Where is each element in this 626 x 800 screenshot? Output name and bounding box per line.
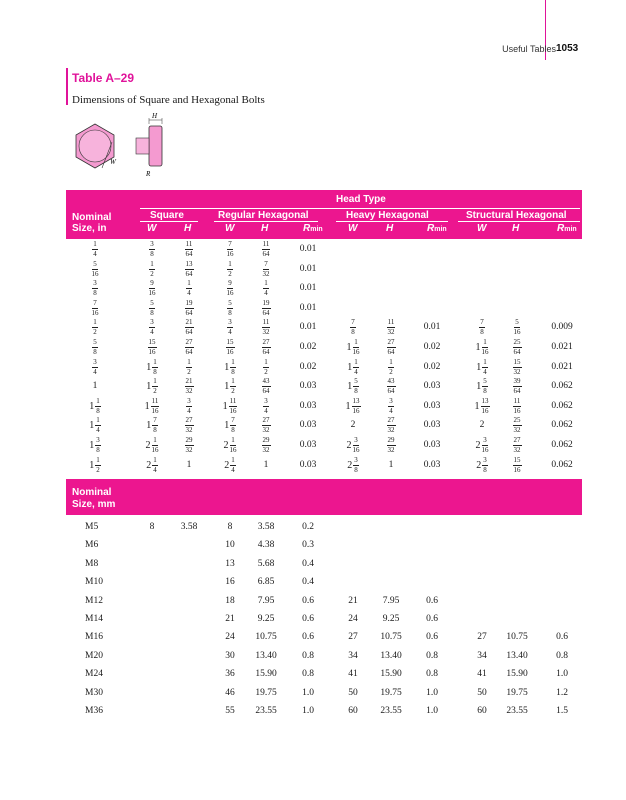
table-cell: 34 [477, 650, 487, 661]
table-cell: 41 [477, 669, 487, 680]
table-cell: 0.03 [423, 400, 441, 411]
table-cell: 9.25 [257, 614, 275, 624]
table-cell: 1.2 [556, 687, 568, 698]
table-cell: 0.01 [299, 263, 317, 274]
figure-label-w: W [110, 158, 116, 166]
table-cell: 0.03 [299, 381, 317, 392]
table-cell: $\frac{9}{16}$ [148, 279, 156, 298]
column-header: H [386, 223, 394, 234]
table-cell: $\frac{15}{32}$ [513, 357, 521, 376]
group-rule [458, 221, 580, 222]
table-cell: 1 $\frac{7}{8}$ [146, 416, 157, 435]
table-cell: 1 $\frac{1}{4}$ [347, 357, 358, 376]
table-cell: 1.0 [302, 706, 314, 716]
table-cell: 0.062 [551, 440, 573, 450]
table-cell: $\frac{15}{16}$ [226, 338, 234, 356]
table-cell: 0.6 [426, 595, 438, 606]
table-cell: $\frac{7}{16}$ [226, 240, 234, 258]
column-header: W [147, 223, 157, 234]
table-cell: $\frac{1}{4}$ [264, 279, 268, 298]
table-cell: 55 [225, 706, 235, 716]
table-cell: 8 [227, 522, 233, 532]
table-cell: 0.02 [299, 361, 317, 372]
table-cell: 0.4 [302, 577, 314, 588]
table-cell: $\frac{27}{64}$ [387, 338, 395, 356]
table-cell: 0.8 [426, 650, 438, 661]
table-cell: 15.90 [255, 669, 277, 680]
table-cell: 3.58 [257, 522, 275, 532]
table-cell: 0.03 [299, 440, 317, 450]
table-cell: 13 [225, 558, 235, 569]
table-title: Table A–29 [72, 71, 135, 85]
table-cell: 0.01 [299, 244, 317, 254]
metric-header-band [66, 479, 582, 515]
table-cell: 0.6 [302, 595, 314, 606]
table-cell: M14 [85, 614, 103, 624]
table-cell: 1 $\frac{11}{16}$ [144, 396, 159, 415]
bolt-figure [66, 112, 176, 182]
table-cell: $\frac{29}{32}$ [262, 436, 270, 454]
group-heavy-hex: Heavy Hexagonal [346, 210, 429, 221]
table-cell: 1.0 [302, 687, 314, 698]
table-cell: $\frac{11}{64}$ [185, 240, 193, 258]
table-cell: $\frac{19}{64}$ [262, 298, 270, 317]
table-cell: 1 $\frac{1}{2}$ [146, 377, 157, 396]
table-cell: 2 [479, 420, 485, 431]
table-cell: 1 $\frac{1}{2}$ [224, 377, 235, 396]
table-cell: M16 [85, 632, 103, 643]
table-cell: $\frac{15}{16}$ [148, 338, 156, 356]
table-cell: $\frac{3}{4}$ [93, 357, 97, 376]
table-cell: 0.8 [302, 650, 314, 661]
table-cell: 0.062 [551, 420, 573, 431]
table-cell: 0.01 [299, 283, 317, 294]
figure-label-h: H [152, 112, 158, 120]
head-type-rule [140, 208, 580, 209]
table-cell: 0.009 [551, 322, 573, 333]
table-cell: $\frac{3}{8}$ [93, 279, 97, 298]
table-cell: 1 $\frac{1}{16}$ [346, 338, 360, 356]
table-cell: $\frac{3}{4}$ [228, 318, 232, 337]
nominal-mm-label-2: Size, mm [72, 499, 116, 510]
table-cell: 0.6 [426, 632, 438, 643]
table-cell: 0.01 [423, 322, 441, 333]
table-cell: $\frac{1}{2}$ [228, 259, 232, 278]
table-cell: 15.90 [506, 669, 528, 680]
page-number: 1053 [556, 43, 579, 54]
group-rule [140, 221, 198, 222]
table-cell: 24 [225, 632, 235, 643]
table-cell: 0.021 [551, 342, 573, 352]
table-cell: $\frac{21}{64}$ [185, 318, 193, 337]
table-cell: 27 [477, 632, 487, 643]
table-cell: 21 [348, 595, 358, 606]
table-cell: 1 $\frac{1}{4}$ [89, 416, 100, 435]
group-regular-hex: Regular Hexagonal [218, 210, 309, 221]
table-cell: 9.25 [382, 614, 400, 624]
table-cell: 10.75 [255, 632, 277, 643]
group-structural-hex: Structural Hexagonal [466, 210, 567, 221]
table-cell: 0.062 [551, 381, 573, 392]
table-cell: $\frac{3}{4}$ [389, 396, 393, 415]
table-cell: 2 $\frac{1}{16}$ [223, 436, 237, 454]
column-header: W [225, 223, 235, 234]
group-rule [214, 221, 318, 222]
table-cell: 1.5 [556, 706, 568, 716]
table-cell: $\frac{7}{8}$ [480, 318, 484, 337]
table-cell: 2 $\frac{3}{16}$ [346, 436, 360, 454]
table-cell: 1 [186, 459, 192, 470]
head-type-label: Head Type [336, 194, 386, 205]
table-cell: 1 $\frac{13}{16}$ [345, 396, 360, 415]
table-cell: 2 $\frac{1}{4}$ [146, 455, 157, 474]
table-cell: 5.68 [257, 558, 275, 569]
table-cell: $\frac{43}{64}$ [387, 377, 395, 396]
table-cell: 0.021 [551, 361, 573, 372]
table-cell: $\frac{1}{2}$ [264, 357, 268, 376]
table-cell: 24 [348, 614, 358, 624]
table-cell: 18 [225, 595, 235, 606]
table-cell: 0.03 [299, 400, 317, 411]
nominal-in-label-2: Size, in [72, 223, 107, 234]
table-cell: $\frac{11}{64}$ [262, 240, 270, 258]
table-cell: $\frac{1}{4}$ [93, 240, 97, 258]
table-cell: M20 [85, 650, 103, 661]
table-cell: 30 [225, 650, 235, 661]
table-cell: 1 [388, 459, 394, 470]
table-cell: 1 $\frac{3}{8}$ [89, 436, 100, 454]
table-cell: $\frac{27}{64}$ [185, 338, 193, 356]
column-header: H [261, 223, 269, 234]
column-header: Rmin [303, 223, 323, 234]
table-cell: 2 $\frac{3}{8}$ [476, 455, 487, 474]
table-cell: M30 [85, 687, 103, 698]
table-cell: 1 $\frac{7}{8}$ [224, 416, 235, 435]
table-cell: 19.75 [255, 687, 277, 698]
table-cell: 41 [348, 669, 358, 680]
table-cell: $\frac{27}{32}$ [387, 416, 395, 435]
table-cell: $\frac{15}{16}$ [513, 455, 521, 474]
table-cell: 0.03 [423, 459, 441, 470]
table-cell: 34 [348, 650, 358, 661]
table-cell: M5 [85, 522, 99, 532]
table-cell: $\frac{1}{2}$ [389, 357, 393, 376]
table-cell: 10.75 [380, 632, 402, 643]
table-cell: $\frac{13}{64}$ [185, 259, 193, 278]
table-cell: 1 $\frac{1}{8}$ [89, 396, 100, 415]
table-cell: 0.062 [551, 400, 573, 411]
table-cell: 0.02 [423, 342, 441, 352]
table-cell: $\frac{3}{4}$ [264, 396, 268, 415]
table-cell: 1 [263, 459, 269, 470]
table-cell: 0.03 [423, 440, 441, 450]
table-subtitle: Dimensions of Square and Hexagonal Bolts [72, 94, 265, 106]
table-cell: $\frac{27}{32}$ [185, 416, 193, 435]
table-cell: 10.75 [506, 632, 528, 643]
table-cell: $\frac{25}{64}$ [513, 338, 521, 356]
table-cell: 0.02 [299, 342, 317, 352]
table-cell: 23.55 [255, 706, 277, 716]
table-cell: $\frac{5}{16}$ [513, 318, 521, 337]
table-cell: $\frac{27}{32}$ [513, 436, 521, 454]
table-cell: 1 $\frac{1}{2}$ [89, 455, 100, 474]
table-cell: $\frac{9}{16}$ [226, 279, 234, 298]
table-cell: $\frac{7}{32}$ [262, 259, 270, 278]
table-cell: 23.55 [380, 706, 402, 716]
table-cell: $\frac{29}{32}$ [387, 436, 395, 454]
table-cell: 46 [225, 687, 235, 698]
table-cell: 2 $\frac{1}{4}$ [224, 455, 235, 474]
table-cell: 10 [225, 540, 235, 551]
table-cell: 19.75 [380, 687, 402, 698]
table-cell: M8 [85, 558, 99, 569]
table-cell: 13.40 [380, 650, 402, 661]
table-cell: $\frac{5}{8}$ [228, 298, 232, 317]
table-cell: 0.03 [299, 459, 317, 470]
nominal-mm-label-1: Nominal [72, 487, 112, 498]
table-cell: 60 [477, 706, 487, 716]
table-cell: 7.95 [382, 595, 400, 606]
table-cell: 8 [149, 522, 155, 532]
nominal-in-label-1: Nominal [72, 212, 112, 223]
table-cell: 1.0 [426, 706, 438, 716]
column-header: W [477, 223, 487, 234]
table-cell: 0.01 [299, 302, 317, 313]
column-header: Rmin [557, 223, 577, 234]
bolt-shank-drawing [136, 138, 149, 154]
table-cell: 0.02 [423, 361, 441, 372]
table-cell: 13.40 [506, 650, 528, 661]
table-cell: $\frac{43}{64}$ [262, 377, 270, 396]
table-cell: $\frac{25}{32}$ [513, 416, 521, 435]
table-cell: M24 [85, 669, 103, 680]
table-cell: 0.01 [299, 322, 317, 333]
column-header: H [512, 223, 520, 234]
table-cell: 0.6 [556, 632, 568, 643]
table-cell: $\frac{11}{16}$ [513, 396, 521, 415]
table-cell: 0.03 [423, 420, 441, 431]
table-cell: 3.58 [180, 522, 198, 532]
column-header: Rmin [427, 223, 447, 234]
table-cell: 0.062 [551, 459, 573, 470]
table-cell: $\frac{3}{8}$ [150, 240, 154, 258]
table-cell: 13.40 [255, 650, 277, 661]
table-cell: 4.38 [257, 540, 275, 551]
table-cell: 2 $\frac{3}{16}$ [475, 436, 489, 454]
table-cell: 2 $\frac{1}{16}$ [145, 436, 159, 454]
table-cell: 2 [350, 420, 356, 431]
table-cell: 6.85 [257, 577, 275, 588]
table-cell: M36 [85, 706, 103, 716]
table-cell: 36 [225, 669, 235, 680]
table-cell: 1 $\frac{1}{4}$ [476, 357, 487, 376]
title-accent-bar [66, 68, 68, 105]
table-cell: 2 $\frac{3}{8}$ [347, 455, 358, 474]
table-cell: $\frac{39}{64}$ [513, 377, 521, 396]
table-cell: $\frac{29}{32}$ [185, 436, 193, 454]
table-cell: $\frac{7}{16}$ [91, 298, 99, 317]
running-head: Useful Tables [502, 44, 556, 54]
table-cell: M6 [85, 540, 99, 551]
table-cell: 50 [477, 687, 487, 698]
table-cell: 0.6 [426, 614, 438, 624]
table-cell: 1 $\frac{1}{8}$ [146, 357, 157, 376]
table-cell: $\frac{5}{8}$ [93, 338, 97, 356]
table-cell: 1 $\frac{11}{16}$ [222, 396, 237, 415]
table-cell: $\frac{5}{8}$ [150, 298, 154, 317]
column-header: W [348, 223, 358, 234]
table-cell: $\frac{3}{4}$ [187, 396, 191, 415]
table-cell: 1.0 [426, 687, 438, 698]
column-header: H [184, 223, 192, 234]
table-cell: $\frac{27}{64}$ [262, 338, 270, 356]
table-cell: 1 $\frac{13}{16}$ [474, 396, 489, 415]
table-cell: $\frac{27}{32}$ [262, 416, 270, 435]
table-cell: 0.8 [302, 669, 314, 680]
bolt-head-side-drawing [149, 126, 162, 166]
table-cell: 0.03 [299, 420, 317, 431]
table-cell: 7.95 [257, 595, 275, 606]
table-cell: $\frac{7}{8}$ [351, 318, 355, 337]
table-cell: 0.8 [426, 669, 438, 680]
group-rule [336, 221, 448, 222]
table-cell: M12 [85, 595, 103, 606]
group-square: Square [150, 210, 184, 221]
table-cell: $\frac{3}{4}$ [150, 318, 154, 337]
table-header-band [66, 190, 582, 239]
table-cell: 16 [225, 577, 235, 588]
table-cell: 21 [225, 614, 235, 624]
table-cell: 1 $\frac{5}{8}$ [347, 377, 358, 396]
table-cell: $\frac{11}{32}$ [262, 318, 270, 337]
table-cell: 0.3 [302, 540, 314, 551]
table-cell: $\frac{1}{2}$ [150, 259, 154, 278]
table-cell: $\frac{19}{64}$ [185, 298, 193, 317]
table-cell: $\frac{21}{32}$ [185, 377, 193, 396]
table-cell: $\frac{11}{32}$ [387, 318, 395, 337]
table-cell: 15.90 [380, 669, 402, 680]
table-cell: $\frac{1}{2}$ [187, 357, 191, 376]
table-cell: $\frac{5}{16}$ [91, 259, 99, 278]
table-cell: 1.0 [556, 669, 568, 680]
table-cell: 1 [92, 381, 98, 392]
table-cell: $\frac{1}{2}$ [93, 318, 97, 337]
figure-label-r: R [146, 170, 151, 178]
table-cell: 50 [348, 687, 358, 698]
table-cell: 0.6 [302, 614, 314, 624]
table-cell: 60 [348, 706, 358, 716]
table-cell: 0.4 [302, 558, 314, 569]
table-cell: $\frac{1}{4}$ [187, 279, 191, 298]
table-cell: 27 [348, 632, 358, 643]
table-cell: 0.03 [423, 381, 441, 392]
table-cell: 1 $\frac{1}{16}$ [475, 338, 489, 356]
table-cell: 0.6 [302, 632, 314, 643]
table-cell: 1 $\frac{5}{8}$ [476, 377, 487, 396]
table-cell: 19.75 [506, 687, 528, 698]
table-cell: 0.8 [556, 650, 568, 661]
table-cell: M10 [85, 577, 103, 588]
table-cell: 0.2 [302, 522, 314, 532]
table-cell: 1 $\frac{1}{8}$ [224, 357, 235, 376]
table-cell: 23.55 [506, 706, 528, 716]
